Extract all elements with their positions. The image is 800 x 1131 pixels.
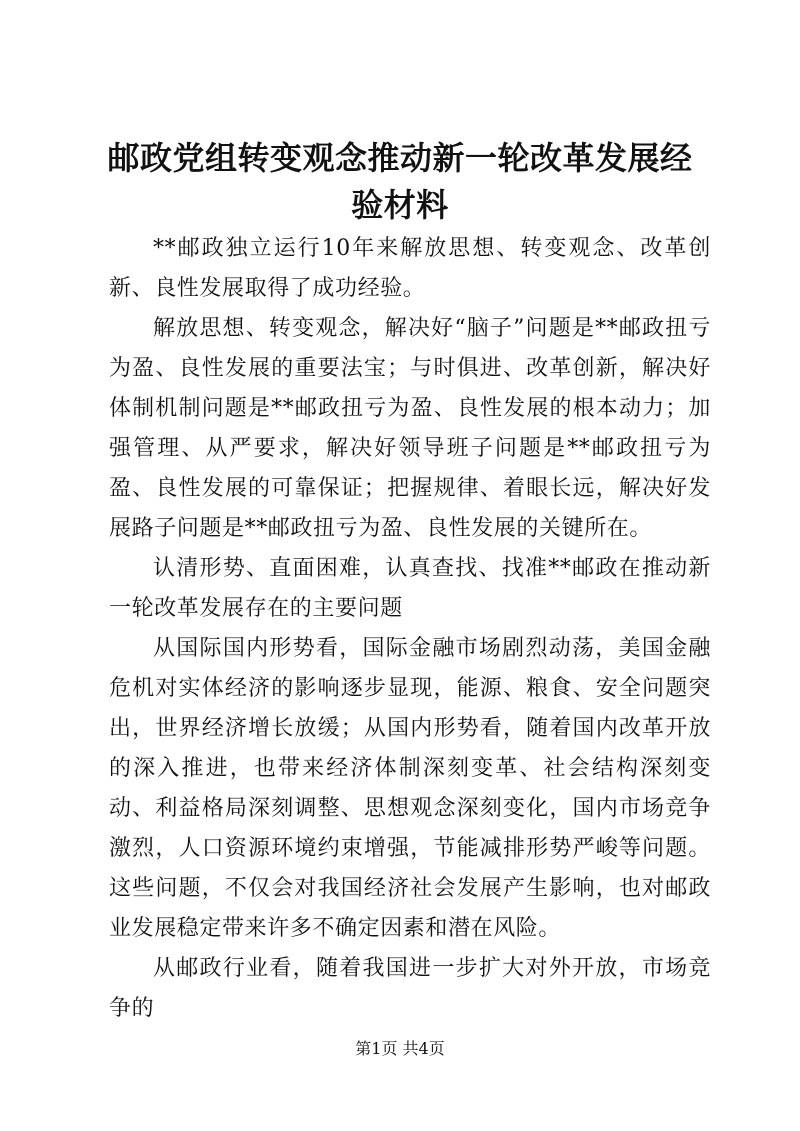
document-body — [109, 229, 711, 1029]
paragraph-2: 解放思想、转变观念，解决好“脑子”问题是**邮政扭亏为盈、良性发展的重要法宝；与时俱进、改革创新，解决好体制机制问题是**邮政扭亏为盈、良性发展的根本动力；加强管理、从严要求，解决好领导班子问题是**邮政扭亏为盈、良性发展的可靠保证；把握规律、着眼长远，解决好发展路子问题是**邮政扭亏为盈、良性发展的关键所在。 — [109, 316, 711, 541]
paragraph-3: 认清形势、直面困难，认真查找、找准**邮政在推动新一轮改革发展存在的主要问题 — [109, 556, 711, 621]
document-title: 邮政党组转变观念推动新一轮改革发展经验材料 — [107, 139, 693, 224]
page-footer: 第1页 共4页 — [355, 1039, 445, 1058]
paragraph-4: 从国际国内形势看，国际金融市场剧烈动荡，美国金融危机对实体经济的影响逐步显现，能源、粮食、安全问题突出，世界经济增长放缓；从国内形势看，随着国内改革开放的深入推进，也带来经济体制深刻变革、社会结构深刻变动、利益格局深刻调整、思想观念深刻变化，国内市场竞争激烈，人口资源环境约束增强，节能减排形势严峻等问题。这些问题，不仅会对我国经济社会发展产生影响，也对邮政业发展稳定带来许多不确定因素和潜在风险。 — [109, 636, 711, 941]
paragraph-1: **邮政独立运行10年来解放思想、转变观念、改革创新、良性发展取得了成功经验。 — [109, 236, 711, 301]
paragraph-5: 从邮政行业看，随着我国进一步扩大对外开放，市场竞争的 — [109, 956, 711, 1021]
